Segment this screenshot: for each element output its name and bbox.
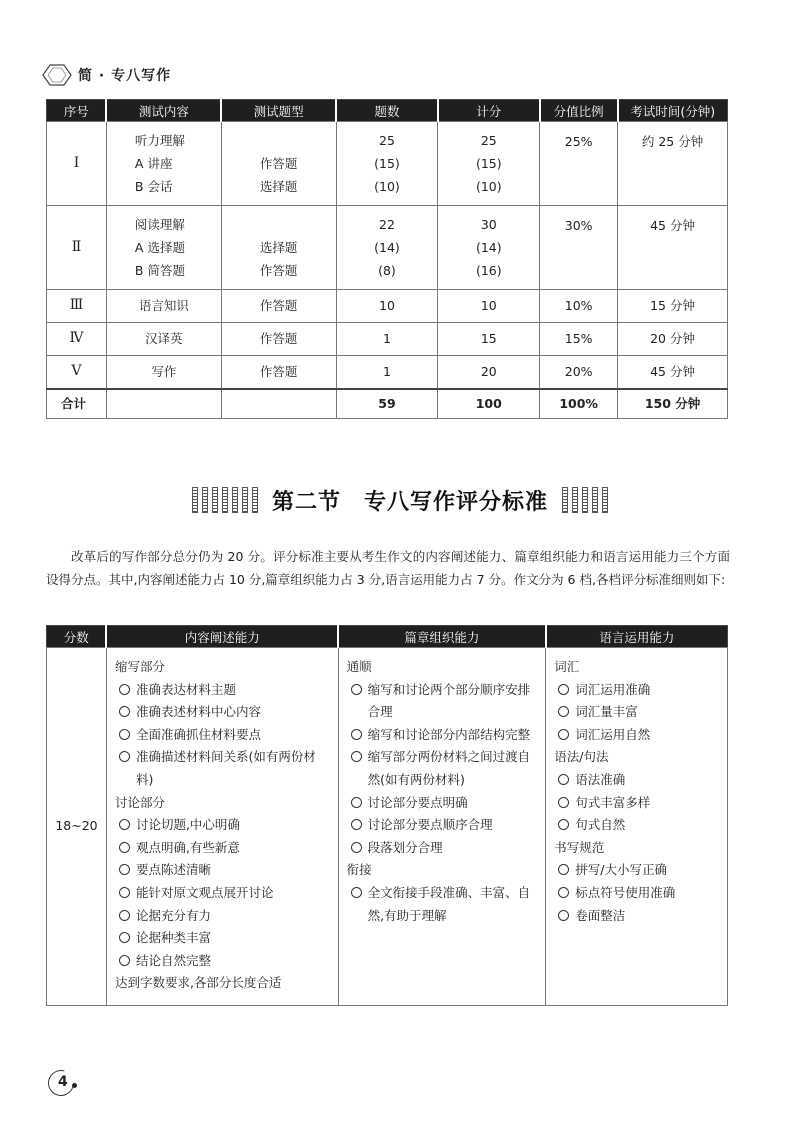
circle-bullet-icon	[119, 955, 130, 966]
total-label: 合计	[47, 389, 107, 419]
score-value	[438, 206, 540, 290]
total-row	[47, 389, 728, 419]
section-heading	[0, 480, 800, 520]
organization-criteria	[338, 648, 546, 1006]
circle-bullet-icon	[351, 887, 362, 898]
total-ratio: 100%	[540, 389, 618, 419]
score-value: 20	[438, 356, 540, 389]
table-row	[47, 206, 728, 290]
criteria-item: 讨论部分要点明确	[347, 792, 540, 815]
criteria-item: 拼写/大小写正确	[554, 859, 721, 882]
col-header: 分数	[47, 626, 107, 648]
criteria-heading: 缩写部分	[114, 659, 165, 674]
criteria-item: 缩写和讨论两个部分顺序安排合理	[347, 679, 540, 724]
question-count: 1	[336, 323, 438, 356]
content-line: A 选择题	[134, 239, 185, 255]
count-line: 25	[379, 132, 395, 148]
col-header: 篇章组织能力	[338, 626, 546, 648]
circle-bullet-icon	[558, 797, 569, 808]
score-value: 15	[438, 323, 540, 356]
score-line: 30	[480, 216, 497, 232]
col-header: 计分	[438, 100, 540, 122]
test-type	[221, 206, 336, 290]
criteria-item: 卷面整洁	[554, 905, 721, 928]
criteria-item: 词汇运用准确	[554, 679, 721, 702]
decorative-bars-icon	[562, 487, 608, 513]
exam-time: 约 25 分钟	[618, 122, 728, 206]
exam-time: 45 分钟	[618, 356, 728, 389]
section-title: 第二节 专八写作评分标准	[271, 489, 548, 515]
test-type	[221, 122, 336, 206]
criteria-heading: 语法/句法	[554, 749, 609, 765]
criteria-item: 论据种类丰富	[115, 927, 332, 950]
exam-time: 15 分钟	[618, 290, 728, 323]
empty-cell	[106, 389, 221, 419]
criteria-item: 准确描述材料间关系(如有两份材料)	[115, 746, 332, 791]
circle-bullet-icon	[351, 729, 362, 740]
score-line: (10)	[475, 179, 502, 195]
score-value	[438, 122, 540, 206]
criteria-heading: 讨论部分	[114, 794, 165, 810]
exam-time: 45 分钟	[618, 206, 728, 290]
col-header: 考试时间(分钟)	[618, 100, 728, 122]
col-header: 序号	[47, 100, 107, 122]
criteria-item: 讨论切题,中心明确	[115, 814, 332, 837]
score-line: (16)	[475, 263, 502, 279]
criteria-item: 论据充分有力	[115, 905, 332, 928]
circle-bullet-icon	[558, 819, 569, 830]
circle-bullet-icon	[119, 729, 130, 740]
score-ratio: 30%	[540, 206, 618, 290]
empty-cell	[221, 389, 336, 419]
count-line: (14)	[374, 239, 400, 255]
circle-bullet-icon	[558, 706, 569, 717]
total-score: 100	[438, 389, 540, 419]
criteria-item: 观点明确,有些新意	[115, 837, 332, 860]
question-count: 10	[336, 290, 438, 323]
circle-bullet-icon	[351, 684, 362, 695]
table-row	[47, 122, 728, 206]
criteria-item: 句式丰富多样	[554, 792, 721, 815]
score-table-header	[47, 626, 728, 648]
criteria-item: 标点符号使用准确	[554, 882, 721, 905]
row-number: Ⅱ	[47, 206, 107, 290]
table-row	[47, 356, 728, 389]
content-line: B 会话	[134, 179, 173, 195]
circle-bullet-icon	[119, 932, 130, 943]
intro-text: 改革后的写作部分总分仍为 20 分。评分标准主要从考生作文的内容阐述能力、篇章组织能力和语言运用能力三个方面设得分点。其中,内容阐述能力占 10 分,篇章组织能力占 3 分,语言运用能力占 7 分。作文分为 6 档,各档评分标准细则如下:	[46, 549, 730, 587]
col-header: 测试题型	[221, 100, 336, 122]
count-line: 22	[379, 216, 395, 232]
table-row	[47, 323, 728, 356]
decorative-bars-icon	[192, 487, 258, 513]
criteria-item: 能针对原文观点展开讨论	[115, 882, 332, 905]
test-content: 写作	[106, 356, 221, 389]
exam-table-header	[47, 100, 728, 122]
circle-bullet-icon	[119, 910, 130, 921]
criteria-item: 缩写部分两份材料之间过渡自然(如有两份材料)	[347, 746, 540, 791]
exam-structure-table	[46, 99, 728, 419]
score-line: 25	[480, 132, 497, 148]
circle-bullet-icon	[351, 751, 362, 762]
circle-bullet-icon	[558, 864, 569, 875]
content-line: B 简答题	[134, 263, 185, 279]
row-number: Ⅰ	[47, 122, 107, 206]
test-content: 语言知识	[106, 290, 221, 323]
circle-bullet-icon	[119, 864, 130, 875]
criteria-heading: 通顺	[346, 659, 372, 674]
circle-bullet-icon	[558, 910, 569, 921]
criteria-item: 准确表述材料中心内容	[115, 701, 332, 724]
language-criteria	[546, 648, 728, 1006]
circle-bullet-icon	[558, 684, 569, 695]
circle-bullet-icon	[558, 774, 569, 785]
criteria-item: 准确表达材料主题	[115, 679, 332, 702]
col-header: 语言运用能力	[546, 626, 728, 648]
circle-bullet-icon	[119, 842, 130, 853]
row-number: Ⅳ	[47, 323, 107, 356]
score-ratio: 15%	[540, 323, 618, 356]
criteria-heading: 书写规范	[554, 839, 605, 855]
score-range: 18~20	[47, 648, 107, 1006]
criteria-item: 要点陈述清晰	[115, 859, 332, 882]
circle-bullet-icon	[119, 684, 130, 695]
test-type: 作答题	[221, 323, 336, 356]
page-number: 4	[58, 1074, 68, 1090]
content-line: A 讲座	[134, 155, 173, 171]
test-type: 作答题	[221, 290, 336, 323]
question-count	[336, 206, 438, 290]
criteria-item: 缩写和讨论部分内部结构完整	[347, 724, 540, 747]
criteria-heading: 衔接	[346, 862, 372, 878]
table-row	[47, 648, 728, 1006]
type-line: 作答题	[259, 155, 298, 171]
content-line: 听力理解	[134, 132, 185, 148]
table-row	[47, 290, 728, 323]
col-header: 测试内容	[106, 100, 221, 122]
criteria-heading: 词汇	[554, 659, 580, 674]
question-count	[336, 122, 438, 206]
score-ratio: 10%	[540, 290, 618, 323]
circle-bullet-icon	[351, 797, 362, 808]
type-line	[222, 213, 336, 236]
page-number-dot-icon	[72, 1083, 77, 1088]
intro-paragraph	[46, 545, 730, 591]
score-line: (14)	[475, 239, 502, 255]
criteria-item: 词汇量丰富	[554, 701, 721, 724]
total-count: 59	[336, 389, 438, 419]
criteria-item: 段落划分合理	[347, 837, 540, 860]
test-content	[106, 122, 221, 206]
circle-bullet-icon	[558, 729, 569, 740]
type-line: 作答题	[259, 263, 298, 279]
type-line: 选择题	[259, 179, 298, 195]
row-number: Ⅲ	[47, 290, 107, 323]
question-count: 1	[336, 356, 438, 389]
test-type: 作答题	[221, 356, 336, 389]
score-line: (15)	[475, 155, 502, 171]
circle-bullet-icon	[558, 887, 569, 898]
page-header	[42, 64, 171, 86]
content-line: 阅读理解	[134, 216, 185, 232]
col-header: 题数	[336, 100, 438, 122]
test-content: 汉译英	[106, 323, 221, 356]
row-number: Ⅴ	[47, 356, 107, 389]
count-line: (8)	[378, 263, 396, 279]
score-value: 10	[438, 290, 540, 323]
score-ratio: 25%	[540, 122, 618, 206]
type-line	[222, 129, 336, 152]
criteria-item: 语法准确	[554, 769, 721, 792]
header-title: 简 · 专八写作	[78, 68, 172, 84]
criteria-item: 结论自然完整	[115, 950, 332, 973]
circle-bullet-icon	[119, 751, 130, 762]
criteria-item: 讨论部分要点顺序合理	[347, 814, 540, 837]
circle-bullet-icon	[351, 819, 362, 830]
total-time: 150 分钟	[618, 389, 728, 419]
col-header: 内容阐述能力	[106, 626, 338, 648]
scoring-criteria-table	[46, 625, 728, 1006]
criteria-note: 达到字数要求,各部分长度合适	[114, 975, 282, 991]
criteria-item: 全文衔接手段准确、丰富、自然,有助于理解	[347, 882, 540, 927]
score-ratio: 20%	[540, 356, 618, 389]
type-line: 选择题	[259, 239, 298, 255]
criteria-item: 全面准确抓住材料要点	[115, 724, 332, 747]
criteria-item: 词汇运用自然	[554, 724, 721, 747]
circle-bullet-icon	[119, 819, 130, 830]
criteria-item: 句式自然	[554, 814, 721, 837]
circle-bullet-icon	[119, 887, 130, 898]
col-header: 分值比例	[540, 100, 618, 122]
count-line: (10)	[374, 179, 400, 195]
count-line: (15)	[374, 155, 400, 171]
circle-bullet-icon	[351, 842, 362, 853]
circle-bullet-icon	[119, 706, 130, 717]
exam-time: 20 分钟	[618, 323, 728, 356]
content-criteria	[106, 648, 338, 1006]
test-content	[106, 206, 221, 290]
hexagon-logo-icon	[42, 64, 72, 86]
